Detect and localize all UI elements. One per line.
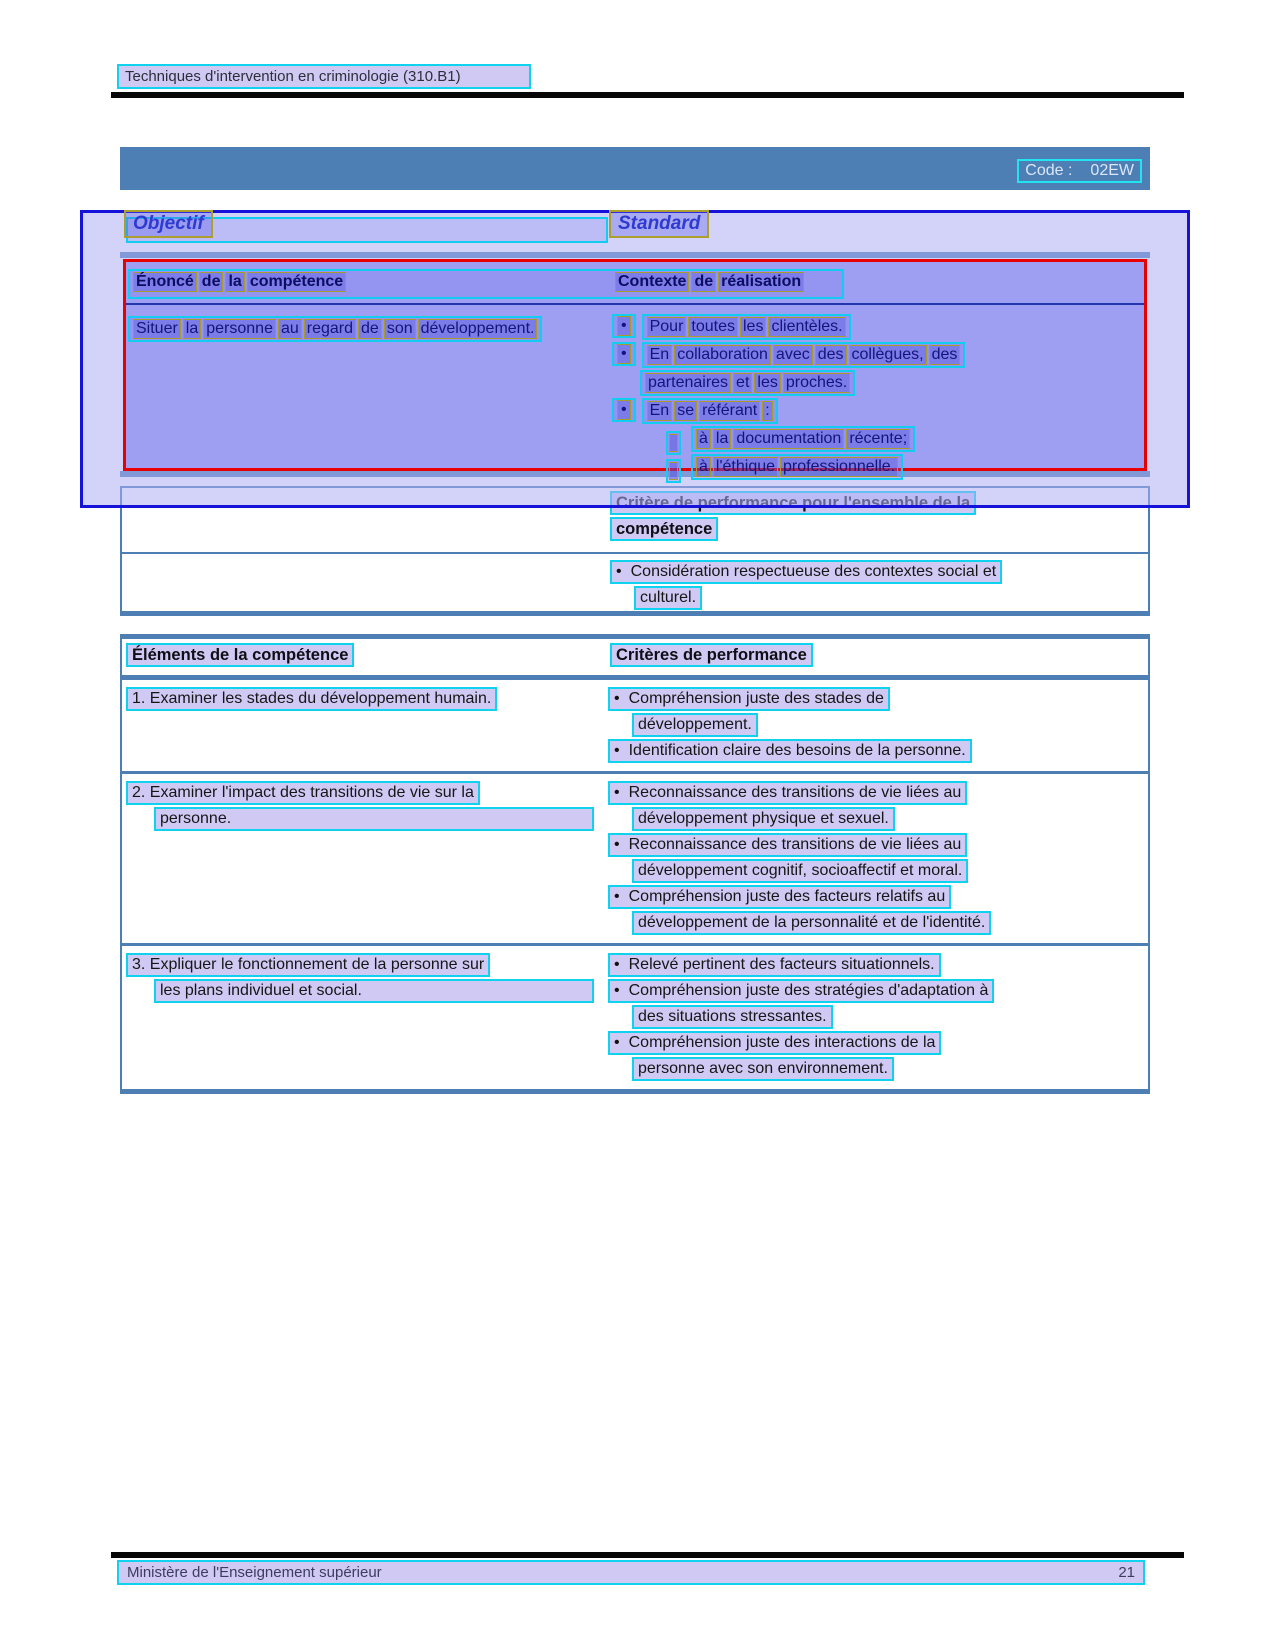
word-box: collaboration <box>674 345 771 365</box>
dash-icon <box>666 459 681 483</box>
word-box: Situer <box>133 319 181 339</box>
contexte-subline <box>666 426 965 452</box>
text-line: des situations stressantes. <box>632 1005 833 1029</box>
word-box: à <box>696 457 711 477</box>
enonce-header <box>132 273 347 290</box>
word-box: collègues, <box>849 345 927 365</box>
text-line: les plans individuel et social. <box>154 979 594 1003</box>
contexte-line <box>640 370 965 396</box>
contexte-list <box>612 314 965 482</box>
criterion <box>608 833 1148 883</box>
text-line: développement physique et sexuel. <box>632 807 895 831</box>
word-box: référant <box>699 401 760 421</box>
word-box: compétence <box>247 272 346 292</box>
bullet-icon: • <box>614 956 620 973</box>
standard-heading: Standard <box>609 210 709 238</box>
dash-icon <box>666 431 681 455</box>
criterion <box>608 739 1148 763</box>
header-rule <box>111 92 1184 98</box>
text-line <box>128 316 542 342</box>
text-line: compétence <box>610 517 718 541</box>
criterion <box>608 953 1148 977</box>
text-line-row <box>608 781 1148 805</box>
word-box: la <box>713 429 731 449</box>
criterion <box>608 979 1148 1029</box>
text-line: 1. Examiner les stades du développement humain. <box>126 687 497 711</box>
elements-header-right: Critères de performance <box>610 643 813 667</box>
word-box: clientèles. <box>768 317 845 337</box>
word-box: regard <box>304 319 356 339</box>
text-line: 2. Examiner l'impact des transitions de vie sur la <box>126 781 480 805</box>
text-line: • Reconnaissance des transitions de vie liées au <box>608 781 967 805</box>
word-box: des <box>929 345 961 365</box>
word-box: professionnelle. <box>780 457 898 477</box>
word-box: les <box>754 373 780 393</box>
text-line: • Considération respectueuse des contextes social et <box>610 560 1002 584</box>
text-line-row <box>608 687 1148 711</box>
word-box: des <box>815 345 847 365</box>
text-line: personne avec son environnement. <box>632 1057 894 1081</box>
text-line-row <box>608 979 1148 1003</box>
word-box: se <box>674 401 697 421</box>
text-line-row <box>634 586 1002 610</box>
word-box: proches. <box>783 373 850 393</box>
competence-header-separator <box>126 303 1144 305</box>
bullet-icon: • <box>616 563 622 580</box>
element-cell <box>122 687 608 765</box>
running-header-highlight <box>117 64 531 89</box>
text-line: personne. <box>154 807 594 831</box>
criteria-cell <box>608 953 1148 1083</box>
criterion <box>608 1031 1148 1081</box>
word-box: : <box>762 401 772 421</box>
criterion <box>608 781 1148 831</box>
text-line-row <box>122 781 608 805</box>
bullet-icon: • <box>612 314 636 338</box>
word-box: les <box>740 317 766 337</box>
word-box: de <box>358 319 382 339</box>
footer-ministry: Ministère de l'Enseignement supérieur <box>127 1564 382 1581</box>
word-box: toutes <box>688 317 738 337</box>
course-title: Techniques d'intervention en criminologie (310.B1) <box>125 68 461 85</box>
word-box: Pour <box>647 317 687 337</box>
text-line <box>691 426 915 452</box>
text-line-row <box>610 517 976 541</box>
code-banner <box>120 147 1150 190</box>
elements-table-body <box>122 680 1148 1089</box>
contexte-line <box>612 314 965 340</box>
text-line: • Compréhension juste des stades de <box>608 687 890 711</box>
footer-page-number: 21 <box>1118 1564 1135 1581</box>
code-badge <box>1017 159 1142 183</box>
word-box: avec <box>773 345 813 365</box>
text-line-row <box>632 1005 1148 1029</box>
text-line: • Relevé pertinent des facteurs situationnels. <box>608 953 941 977</box>
word-box: la <box>225 272 244 292</box>
word-box: Contexte <box>615 272 689 292</box>
contexte-header <box>614 272 805 292</box>
text-line <box>691 454 903 480</box>
contexte-subline <box>666 454 965 480</box>
criteria-cell <box>608 687 1148 765</box>
word-box: documentation <box>733 429 844 449</box>
text-line: développement de la personnalité et de l'identité. <box>632 911 991 935</box>
text-line-row <box>608 1031 1148 1055</box>
word-box: réalisation <box>718 272 804 292</box>
critere-row-separator <box>122 552 1148 554</box>
text-line: • Identification claire des besoins de la personne. <box>608 739 972 763</box>
text-line: • Compréhension juste des interactions de la <box>608 1031 941 1055</box>
text-line: • Reconnaissance des transitions de vie liées au <box>608 833 967 857</box>
elements-table <box>120 634 1150 1094</box>
bullet-icon: • <box>614 888 620 905</box>
red-annotation-box <box>123 259 1147 475</box>
criteria-cell <box>608 781 1148 937</box>
text-line-row <box>122 807 608 831</box>
text-line <box>642 314 851 340</box>
objectif-heading: Objectif <box>124 210 213 238</box>
word-box: En <box>647 345 673 365</box>
word-box: la <box>183 319 201 339</box>
word-box: En <box>647 401 673 421</box>
enonce-statement <box>128 316 542 342</box>
text-line: • Compréhension juste des facteurs relatifs au <box>608 885 951 909</box>
criterion <box>608 687 1148 737</box>
word-box: Énoncé <box>133 272 197 292</box>
bullet-icon: • <box>614 836 620 853</box>
word-box: partenaires <box>645 373 731 393</box>
footer-highlight <box>117 1560 1145 1585</box>
bullet-icon: • <box>612 342 636 366</box>
word-box: personne <box>203 319 276 339</box>
word-box: son <box>384 319 416 339</box>
word-box: à <box>696 429 711 449</box>
bullet-icon: • <box>614 742 620 759</box>
text-line-row <box>632 859 1148 883</box>
text-line <box>642 342 966 368</box>
text-line: développement. <box>632 713 758 737</box>
elements-header-left: Éléments de la compétence <box>126 643 354 667</box>
competence-header-row <box>128 269 844 299</box>
text-line: développement cognitif, socioaffectif et moral. <box>632 859 968 883</box>
word-box: et <box>733 373 752 393</box>
bullet-icon: • <box>614 784 620 801</box>
bullet-icon: • <box>614 690 620 707</box>
text-line-row <box>610 560 1002 584</box>
bullet-icon: • <box>612 398 636 422</box>
footer-rule <box>111 1552 1184 1558</box>
bullet-icon: • <box>614 982 620 999</box>
word-box: développement. <box>418 319 538 339</box>
bullet-icon: • <box>614 1034 620 1051</box>
table-row <box>122 680 1148 771</box>
text-line-row <box>608 885 1148 909</box>
text-line-row <box>122 953 608 977</box>
elements-table-header <box>122 639 1148 680</box>
criterion <box>608 885 1148 935</box>
text-line: • Compréhension juste des stratégies d'adaptation à <box>608 979 994 1003</box>
critere-ensemble-item <box>610 560 1002 612</box>
contexte-line <box>612 342 965 368</box>
text-line-row <box>608 833 1148 857</box>
word-box: de <box>691 272 716 292</box>
text-line-row <box>122 979 608 1003</box>
code-value: 02EW <box>1090 162 1134 179</box>
text-line <box>642 398 778 424</box>
text-line-row <box>608 739 1148 763</box>
element-cell <box>122 953 608 1083</box>
element-cell <box>122 781 608 937</box>
table-row <box>122 771 1148 943</box>
code-label: Code : <box>1025 162 1073 179</box>
word-box: récente; <box>846 429 910 449</box>
text-line-row <box>122 687 608 711</box>
text-line-row <box>632 1057 1148 1081</box>
text-line: culturel. <box>634 586 702 610</box>
text-line: 3. Expliquer le fonctionnement de la personne sur <box>126 953 490 977</box>
text-line-row <box>608 953 1148 977</box>
text-line-row <box>632 713 1148 737</box>
text-line <box>640 370 855 396</box>
contexte-line <box>612 398 965 424</box>
word-box: au <box>278 319 302 339</box>
table-row <box>122 943 1148 1089</box>
text-line-row <box>632 807 1148 831</box>
word-box: de <box>199 272 224 292</box>
text-line-row <box>632 911 1148 935</box>
word-box: l'éthique <box>713 457 778 477</box>
